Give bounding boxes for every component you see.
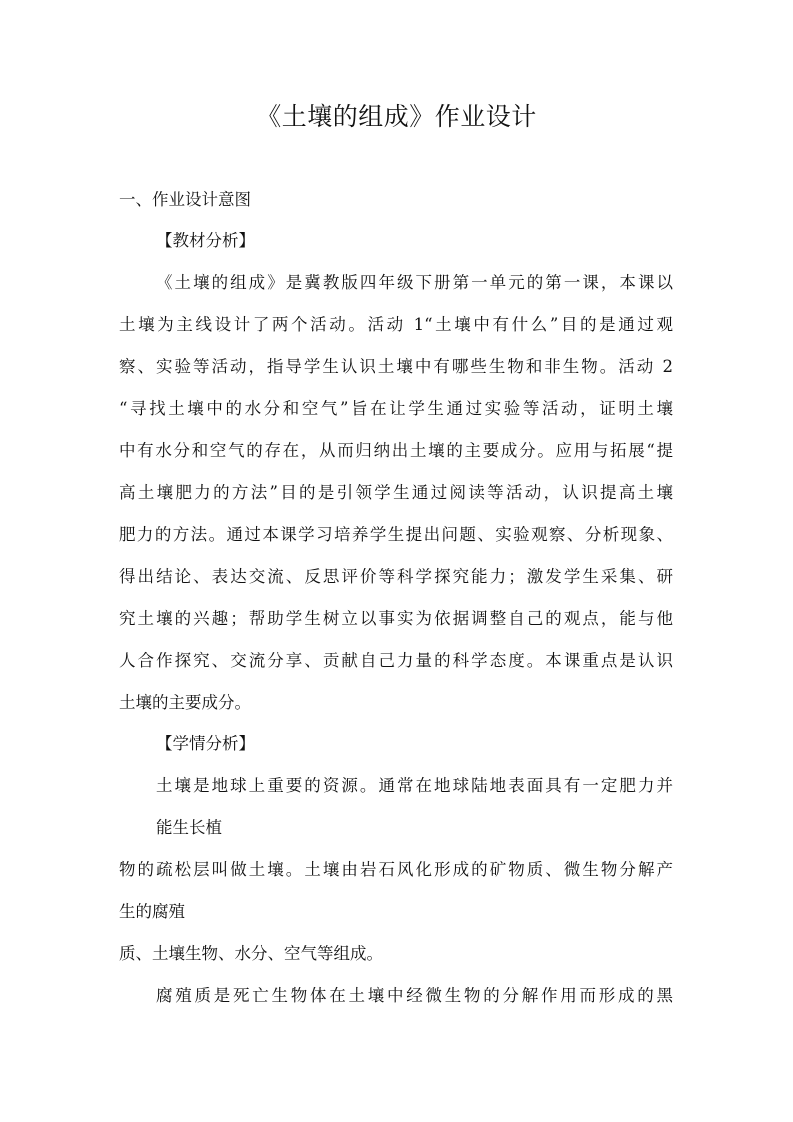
paragraph-line: 肥力的方法。通过本课学习培养学生提出问题、实验观察、分析现象、: [119, 525, 673, 544]
paragraph-line: 土壤是地球上重要的资源。通常在地球陆地表面具有一定肥力并: [156, 776, 673, 795]
paragraph-line: 质、土壤生物、水分、空气等组成。: [119, 944, 383, 963]
paragraph-line: 人合作探究、交流分享、贡献自己力量的科学态度。本课重点是认识: [119, 651, 673, 670]
paragraph-line: 得出结论、表达交流、反思评价等科学探究能力；激发学生采集、研: [119, 567, 673, 586]
textbook-analysis-heading: 【教材分析】: [156, 231, 255, 250]
paragraph-line: 究土壤的兴趣；帮助学生树立以事实为依据调整自己的观点，能与他: [119, 609, 673, 628]
paragraph-line: 土壤的主要成分。: [119, 693, 251, 712]
paragraph-line: 察、实验等活动，指导学生认识土壤中有哪些生物和非生物。活动 2: [119, 357, 673, 376]
paragraph-line: 中有水分和空气的存在，从而归纳出土壤的主要成分。应用与拓展“提: [119, 441, 673, 460]
paragraph-line: 生的腐殖: [119, 902, 185, 921]
document-title: 《土壤的组成》作业设计: [256, 102, 537, 131]
paragraph-line: 《土壤的组成》是冀教版四年级下册第一单元的第一课，本课以: [156, 273, 673, 292]
paragraph-line: 腐殖质是死亡生物体在土壤中经微生物的分解作用而形成的黑: [156, 986, 673, 1005]
paragraph-line: 物的疏松层叫做土壤。土壤由岩石风化形成的矿物质、微生物分解产: [119, 860, 673, 879]
section-heading: 一、作业设计意图: [119, 190, 251, 209]
paragraph-line: 高土壤肥力的方法”目的是引领学生通过阅读等活动，认识提高土壤: [119, 483, 673, 502]
paragraph-line: 能生长植: [156, 818, 222, 837]
paragraph-line: 土壤为主线设计了两个活动。活动 1“土壤中有什么”目的是通过观: [119, 315, 673, 334]
student-analysis-heading: 【学情分析】: [156, 734, 255, 753]
paragraph-line: “寻找土壤中的水分和空气”旨在让学生通过实验等活动，证明土壤: [119, 399, 673, 418]
